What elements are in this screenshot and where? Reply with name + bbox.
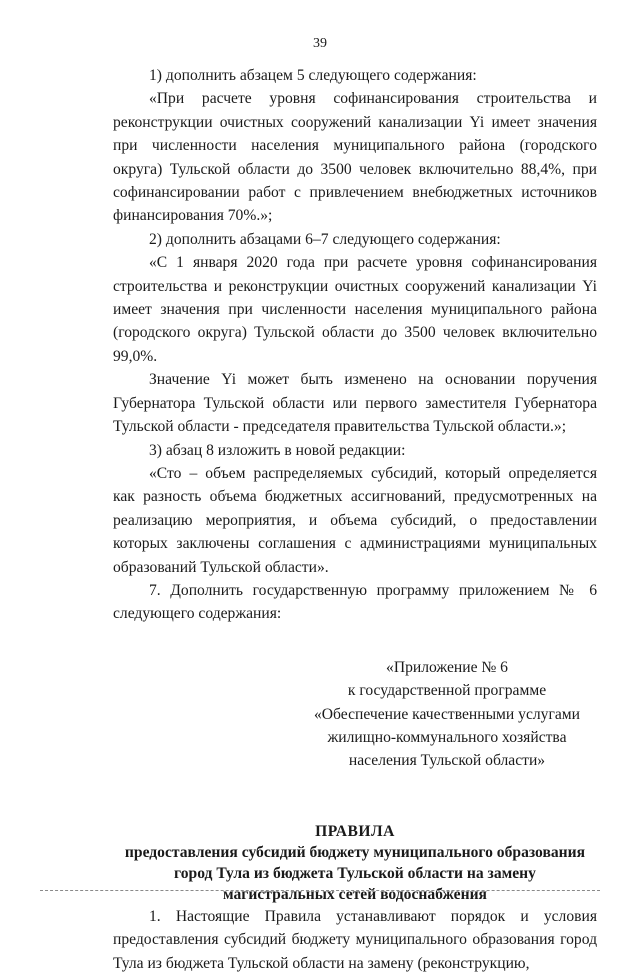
paragraph-quote-3: «Сто – объем распределяемых субсидий, который определяется как разность объема бюджетных ассигнований, предусмотренных на реализацию мероприятия, и объема субсидий, о предоставлении которых заключены соглашения с администрациями муниципальных образований Тульской области». bbox=[113, 464, 597, 576]
paragraph-item-1: 1) дополнить абзацем 5 следующего содержания: bbox=[149, 67, 477, 84]
document-body bbox=[113, 64, 597, 975]
appendix-line: «Приложение № 6 bbox=[386, 658, 508, 676]
rules-subtitle-line: магистральных сетей водоснабжения bbox=[223, 885, 487, 903]
paragraph-quote-2: «С 1 января 2020 года при расчете уровня софинансирования строительства и реконструкции очистных сооружений канализации Yi имеет значения при численности населения муниципального района (городского округа) Тульской области до 3500 человек включительно 99,0%. bbox=[113, 254, 597, 365]
rules-subtitle-line: предоставления субсидий бюджету муниципального образования bbox=[124, 843, 586, 861]
rules-subtitle-line: город Тула из бюджета Тульской области на замену bbox=[174, 864, 536, 882]
appendix-heading bbox=[297, 656, 597, 773]
paragraph-item-3: 3) абзац 8 изложить в новой редакции: bbox=[149, 441, 406, 459]
paragraph-quote-1: «При расчете уровня софинансирования строительства и реконструкции очистных сооружений канализации Yi имеет значения при численности населения муниципального района (городского округа) Тульской области до 3500 человек включительно 88,4%, при софинансировании работ с привлечением внебюджетных источников финансирования 70%.»; bbox=[113, 90, 597, 225]
appendix-line: населения Тульской области» bbox=[348, 752, 546, 770]
paragraph-quote-2-cont: Значение Yi может быть изменено на основании поручения Губернатора Тульской области или первого заместителя Губернатора Тульской области - председателя правительства Тульской области.»; bbox=[113, 371, 597, 436]
bottom-scan-line bbox=[40, 890, 600, 891]
paragraph-item-7: 7. Дополнить государственную программу приложением № 6 следующего содержания: bbox=[113, 581, 597, 623]
appendix-line: «Обеспечение качественными услугами bbox=[314, 705, 580, 723]
rules-title-block bbox=[113, 821, 597, 905]
page-number: 39 bbox=[313, 36, 327, 51]
rules-heading: ПРАВИЛА bbox=[315, 822, 395, 840]
appendix-line: к государственной программе bbox=[347, 682, 547, 700]
paragraph-item-2: 2) дополнить абзацами 6–7 следующего содержания: bbox=[149, 230, 501, 248]
rules-section-1: 1. Настоящие Правила устанавливают порядок и условия предоставления субсидий бюджету муниципального образования город Тула из бюджета Тульской области на замену (реконструкцию, bbox=[113, 907, 597, 972]
appendix-line: жилищно-коммунального хозяйства bbox=[327, 728, 567, 746]
